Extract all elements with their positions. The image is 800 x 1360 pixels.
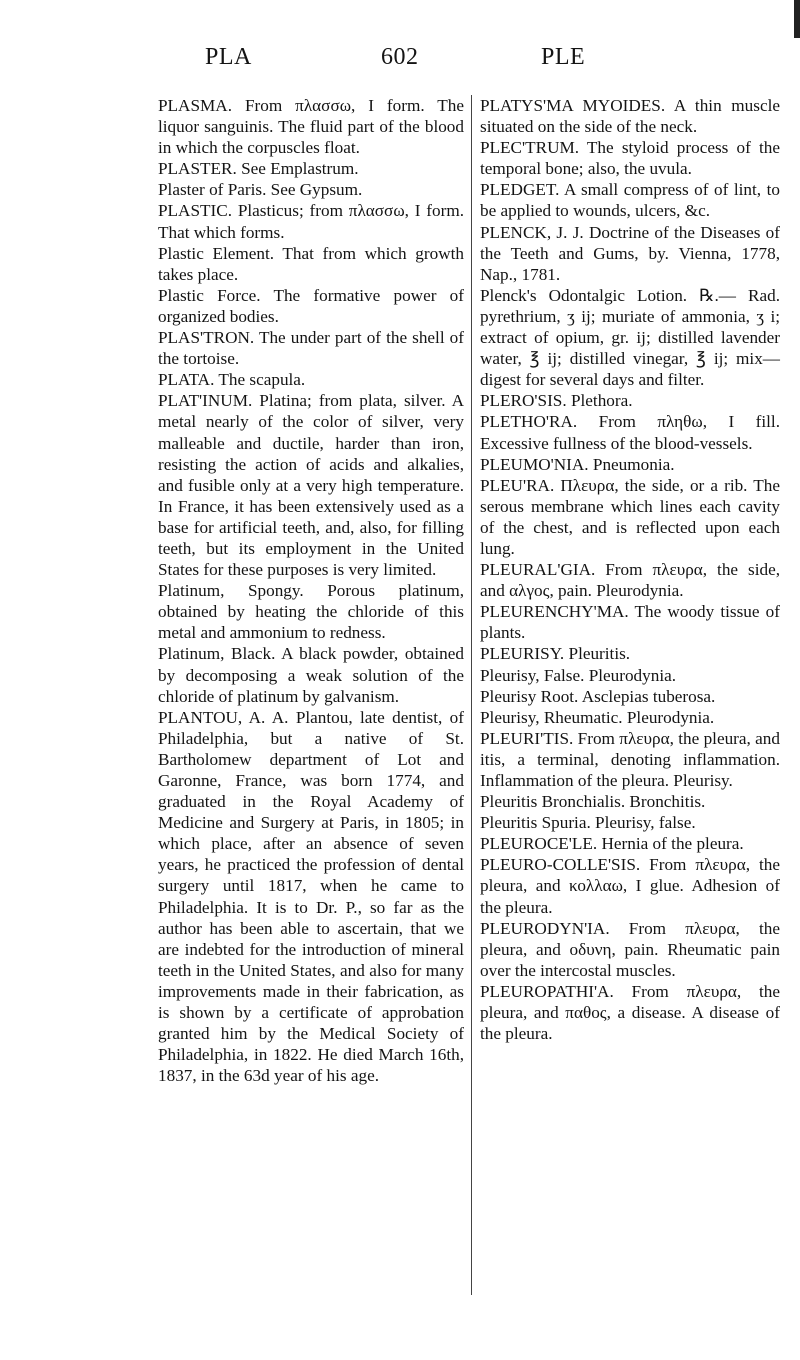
entry-plastron: PLAS'TRON. The under part of the shell of the tortoise.: [158, 328, 464, 369]
entry-plaster-of-paris: Plaster of Paris. See Gypsum.: [158, 180, 363, 200]
left-column: [158, 95, 464, 1086]
entry-platinum: PLAT'INUM. Platina; from plata, silver. A metal nearly of the color of silver, very malleable and ductile, harder than iron, resisting the action of acids and alkalies, and fusible only at a very high temperature. In France, it has been extensively used as a base for artificial teeth, and, also, for filling teeth, but its employment in the United States for these purposes is very limited.: [158, 391, 464, 580]
entry-plerosis: PLERO'SIS. Plethora.: [480, 391, 633, 411]
entry-pleurisy-false: Pleurisy, False. Pleurodynia.: [480, 665, 677, 685]
column-divider: [471, 95, 472, 1295]
entry-pleurenchyma: PLEURENCHY'MA. The woody tissue of plants.: [480, 602, 780, 643]
entry-pleumonia: PLEUMO'NIA. Pneumonia.: [480, 454, 675, 474]
right-column: [480, 95, 780, 1044]
running-header: [0, 0, 800, 80]
entry-platinum-black: Platinum, Black. A black powder, obtained by decomposing a weak solution of the chloride of platinum by galvanism.: [158, 644, 464, 706]
entry-pledget: PLEDGET. A small compress of of lint, to be applied to wounds, ulcers, &c.: [480, 180, 780, 221]
entry-pleurocele: PLEUROCE'LE. Hernia of the pleura.: [480, 834, 744, 854]
entry-pleuritis-spuria: Pleuritis Spuria. Pleurisy, false.: [480, 813, 696, 833]
entry-pleurodynia: PLEURODYN'IA. From πλευρα, the pleura, and οδυνη, pain. Rheumatic pain over the intercostal muscles.: [480, 918, 780, 980]
entry-plectrum: PLEC'TRUM. The styloid process of the temporal bone; also, the uvula.: [480, 138, 780, 179]
entry-plantou: PLANTOU, A. A. Plantou, late dentist, of Philadelphia, but a native of St. Bartholomew department of Lot and Garonne, France, was born 1774, and graduated in the Royal Academy of Medicine and Surgery at Paris, in 1805; in which place, after an absence of seven years, he practiced the profession of dental surgery until 1817, when he came to Philadelphia. It is to Dr. P., so far as the author has been able to ascertain, that we are indebted for the introduction of mineral teeth in the United States, and also for many improvements made in their fabrication, as is shown by a certificate of approbation granted him by the Medical Society of Philadelphia, in 1822. He died March 16th, 1837, in the 63d year of his age.: [158, 707, 464, 1086]
page-number: 602: [381, 44, 419, 70]
entry-plasma: PLASMA. From πλασσω, I form. The liquor sanguinis. The fluid part of the blood in which the corpuscles float.: [158, 96, 464, 158]
entry-platysma-myoides: PLATYS'MA MYOIDES. A thin muscle situated on the side of the neck.: [480, 96, 780, 137]
entry-plaster: PLASTER. See Emplastrum.: [158, 159, 359, 179]
entry-pleuritis: PLEURI'TIS. From πλευρα, the pleura, and itis, a terminal, denoting inflammation. Inflammation of the pleura. Pleurisy.: [480, 728, 780, 790]
entry-pleurisy-root: Pleurisy Root. Asclepias tuberosa.: [480, 686, 716, 706]
entry-pleurisy: PLEURISY. Pleuritis.: [480, 644, 631, 664]
entry-plethora: PLETHO'RA. From πληθω, I fill. Excessive fullness of the blood-vessels.: [480, 412, 780, 453]
entry-plastic-force: Plastic Force. The formative power of organized bodies.: [158, 285, 464, 326]
entry-pleura: PLEU'RA. Πλευρα, the side, or a rib. The serous membrane which lines each cavity of the chest, and is reflected upon each lung.: [480, 475, 780, 558]
entry-plencks-odontalgic-lotion: Plenck's Odontalgic Lotion. ℞.— Rad. pyrethrium, ʒ ij; muriate of ammonia, ʒ i; extract of opium, gr. ij; distilled lavender water, ℥ ij; distilled vinegar, ℥ ij; mix—digest for several days and filter.: [480, 285, 780, 390]
entry-plata: PLATA. The scapula.: [158, 370, 306, 390]
header-right-guide-word: PLE: [541, 44, 586, 70]
entry-pleuralgia: PLEURAL'GIA. From πλευρα, the side, and αλγος, pain. Pleurodynia.: [480, 560, 780, 601]
entry-pleuro-collesis: PLEURO-COLLE'SIS. From πλευρα, the pleura, and κολλαω, I glue. Adhesion of the pleura.: [480, 855, 780, 917]
entry-pleuritis-bronchialis: Pleuritis Bronchialis. Bronchitis.: [480, 792, 706, 812]
entry-plastic-element: Plastic Element. That from which growth takes place.: [158, 243, 464, 284]
entry-pleurisy-rheumatic: Pleurisy, Rheumatic. Pleurodynia.: [480, 707, 715, 727]
header-left-guide-word: PLA: [205, 44, 252, 70]
entry-plastic: PLASTIC. Plasticus; from πλασσω, I form. That which forms.: [158, 201, 464, 242]
page-edge-mark: [794, 0, 800, 38]
entry-pleuropathia: PLEUROPATHI'A. From πλευρα, the pleura, and παθος, a disease. A disease of the pleura.: [480, 981, 780, 1044]
entry-platinum-spongy: Platinum, Spongy. Porous platinum, obtained by heating the chloride of this metal and ammonium to redness.: [158, 581, 464, 643]
entry-plenck: PLENCK, J. J. Doctrine of the Diseases of the Teeth and Gums, by. Vienna, 1778, Nap., 1781.: [480, 222, 780, 284]
